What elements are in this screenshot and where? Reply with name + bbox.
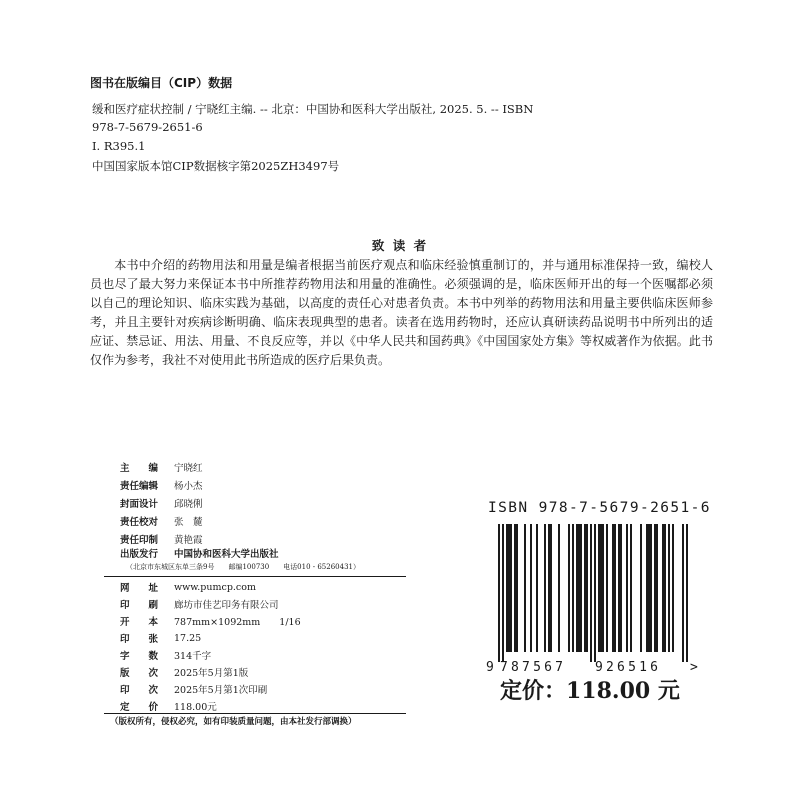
reader-notice-text: 本书中介绍的药物用法和用量是编者根据当前医疗观点和临床经验慎重制订的，并与通用标准保持一致，编校人员也尽了最大努力来保证本书中所推荐药物用法和用量的准确性。必须强调的是，临床医师开出的每一个医嘱都必须以自己的理论知识、临床实践为基础，以高度的责任心对患者负责。本书中列举的药物用法和用量主要供临床医师参考，并且主要针对疾病诊断明确、临床表现典型的患者。读者在选用药物时，还应认真研读药品说明书中所列出的适应证、禁忌证、用法、用量、不良反应等，并以《中华人民共和国药典》《中国国家处方集》等权威著作为依据。此书仅作为参考，我社不对使用此书所造成的医疗后果负责。 [90, 258, 713, 367]
barcode-bar [568, 524, 570, 652]
barcode-bar [586, 524, 588, 652]
value-printing: 2025年5月第1次印刷 [174, 685, 268, 696]
barcode-bar [614, 524, 616, 652]
value-edition: 2025年5月第1版 [174, 668, 249, 679]
barcode-bar [544, 524, 546, 652]
barcode-bar [558, 524, 560, 652]
reader-notice-title: 致 读 者 [371, 238, 429, 253]
label-proofreader: 责任校对 [120, 517, 159, 528]
barcode-bar [672, 524, 674, 652]
value-editor: 宁晓红 [174, 463, 203, 474]
barcode-bar [506, 524, 508, 652]
value-proofreader: 张 麓 [174, 517, 203, 528]
barcode-bar [600, 524, 602, 652]
colophon-format [120, 612, 301, 630]
barcode-right-digits: 926516 [595, 660, 662, 675]
value-print-supervisor: 黄艳霞 [174, 535, 203, 546]
label-price: 定 价 [120, 702, 159, 713]
label-editor: 主 编 [120, 463, 159, 474]
barcode-bar [578, 524, 580, 652]
barcode-bar [530, 524, 532, 652]
colophon-edition [120, 663, 248, 681]
barcode-bar [626, 524, 628, 652]
barcode-bar [640, 524, 642, 652]
barcode-bar [668, 524, 670, 652]
value-word-count: 314千字 [174, 651, 212, 662]
barcode-bar [514, 524, 516, 652]
cip-line-4: 中国国家版本馆CIP数据核字第2025ZH3497号 [92, 159, 340, 173]
label-printing: 印 次 [120, 685, 159, 696]
barcode-bar [664, 524, 666, 652]
label-print-supervisor: 责任印制 [120, 535, 159, 546]
colophon-printing [120, 680, 267, 698]
barcode-quiet-zone-mark: > [690, 660, 698, 675]
barcode-bar [618, 524, 620, 652]
barcode-bar [656, 524, 658, 652]
barcode-first-digit: 9 [486, 660, 494, 675]
value-cover-design: 邱晓俐 [174, 499, 203, 510]
price-label: 定价：118.00 元 [500, 678, 680, 704]
barcode-bar [662, 524, 664, 652]
colophon-publisher [120, 544, 279, 562]
barcode-bar [584, 524, 586, 652]
barcode-bars [498, 524, 688, 662]
value-website: www.pumcp.com [174, 581, 256, 593]
colophon-editor [120, 458, 203, 476]
barcode-bar [598, 524, 600, 652]
barcode-bar [646, 524, 648, 652]
barcode-bar [548, 524, 550, 652]
value-sheets: 17.25 [174, 632, 202, 644]
divider-rule-bottom [104, 713, 406, 714]
barcode-bar [682, 524, 684, 662]
label-sheets: 印 张 [120, 634, 159, 645]
cip-line-2: 978-7-5679-2651-6 [92, 120, 203, 134]
barcode-bar [536, 524, 538, 652]
publisher-address: （北京市东城区东单三条9号 邮编100730 电话010 - 65260431） [126, 563, 360, 571]
barcode-bar [498, 524, 500, 662]
colophon-website [120, 578, 256, 596]
label-cover-design: 封面设计 [120, 499, 159, 510]
ean13-barcode [484, 520, 704, 676]
barcode-left-digits: 787567 [500, 660, 567, 675]
label-word-count: 字 数 [120, 651, 159, 662]
colophon-responsible-editor [120, 476, 203, 494]
barcode-bar [524, 524, 526, 652]
value-price: 118.00元 [174, 702, 217, 713]
label-publisher: 出版发行 [120, 549, 159, 560]
barcode-bar [648, 524, 650, 652]
barcode-bar [550, 524, 552, 652]
barcode-bar [580, 524, 582, 652]
divider-rule-top [104, 576, 406, 577]
value-publisher: 中国协和医科大学出版社 [174, 549, 279, 560]
label-edition: 版 次 [120, 668, 159, 679]
colophon-proofreader [120, 512, 203, 530]
copyright-note: （版权所有，侵权必究，如有印装质量问题，由本社发行部调换） [110, 717, 357, 727]
cip-line-1: 缓和医疗症状控制 / 宁晓红主编. -- 北京：中国协和医科大学出版社, 2025. 5. -- ISBN [92, 102, 534, 116]
barcode-bar [650, 524, 652, 652]
barcode-bar [516, 524, 518, 652]
barcode-bar [620, 524, 622, 652]
barcode-bar [572, 524, 574, 652]
barcode-bar [590, 524, 592, 662]
barcode-bar [612, 524, 614, 652]
label-printer: 印 刷 [120, 600, 159, 611]
cip-line-3: Ⅰ. R395.1 [92, 139, 146, 153]
colophon-word-count [120, 646, 211, 664]
value-printer: 廊坊市佳艺印务有限公司 [174, 600, 279, 611]
reader-notice-body [90, 256, 713, 370]
barcode-bar [510, 524, 512, 652]
label-format: 开 本 [120, 617, 159, 628]
cip-heading: 图书在版编目（CIP）数据 [90, 76, 233, 90]
colophon-cover-design [120, 494, 203, 512]
colophon-printer [120, 595, 279, 613]
barcode-bar [594, 524, 596, 662]
barcode-bar [508, 524, 510, 652]
barcode-bar [686, 524, 688, 662]
colophon-sheets [120, 629, 201, 647]
isbn-label: ISBN 978-7-5679-2651-6 [488, 500, 711, 516]
barcode-bar [630, 524, 632, 652]
value-format: 787mm×1092mm 1/16 [174, 617, 301, 628]
barcode-bar [654, 524, 656, 652]
value-responsible-editor: 杨小杰 [174, 481, 203, 492]
label-website: 网 址 [120, 583, 159, 594]
barcode-bar [606, 524, 608, 652]
barcode-bar [502, 524, 504, 662]
barcode-bar [602, 524, 604, 652]
label-responsible-editor: 责任编辑 [120, 481, 159, 492]
barcode-bar [576, 524, 578, 652]
